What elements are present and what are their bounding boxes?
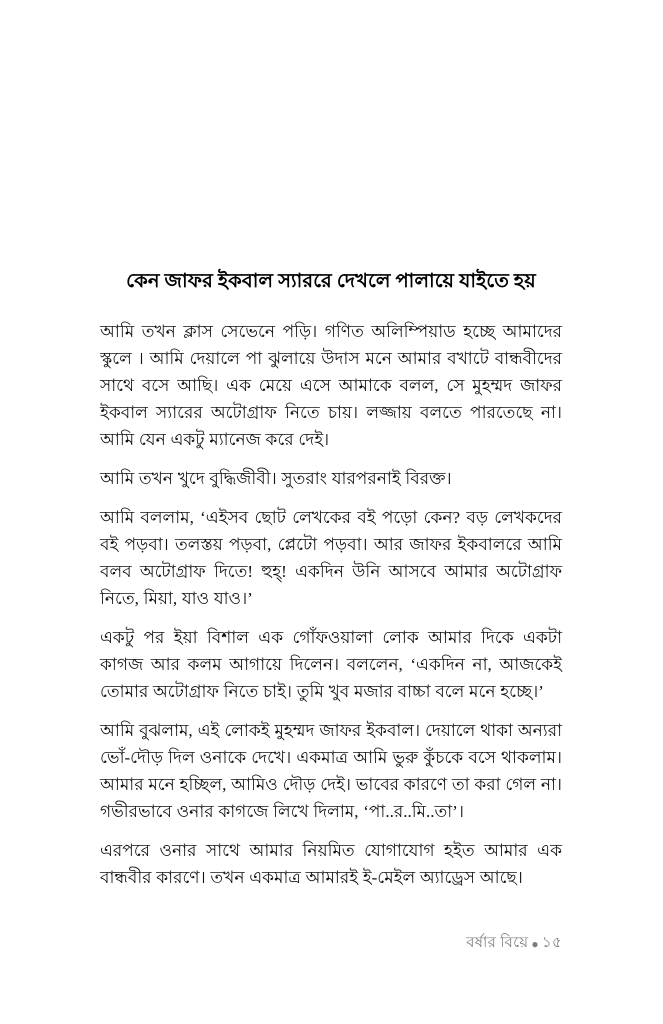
body-paragraph: আমি তখন ক্লাস সেভেনে পড়ি। গণিত অলিম্পিয়াড হচ্ছে আমাদের স্কুলে । আমি দেয়ালে পা ঝুলায়ে উদাস মনে আমার বখাটে বান্ধবীদের সাথে বসে আছি। এক মেয়ে এসে আমাকে বলল, সে মুহম্মদ জাফর ইকবাল স্যারের অটোগ্রাফ নিতে চায়। লজ্জায় বলতে পারতেছে না। আমি যেন একটু ম্যানেজ করে দেই।	[100, 322, 562, 450]
footer-book-title: বর্ষার বিয়ে	[466, 935, 529, 951]
page-footer	[100, 933, 562, 954]
footer-separator-dot: ●	[531, 936, 539, 951]
body-paragraph: একটু পর ইয়া বিশাল এক গোঁফওয়ালা লোক আমার দিকে একটা কাগজ আর কলম আগায়ে দিলেন। বললেন, ‘একদিন না, আজকেই তোমার অটোগ্রাফ নিতে চাই। তুমি খুব মজার বাচ্চা বলে মনে হচ্ছে।’	[100, 628, 562, 702]
body-paragraph: আমি তখন খুদে বুদ্ধিজীবী। সুতরাং যারপরনাই বিরক্ত।	[100, 469, 452, 489]
chapter-title: কেন জাফর ইকবাল স্যাররে দেখলে পালায়ে যাইতে হয়	[126, 271, 536, 292]
page-text-block	[100, 268, 562, 891]
footer-page-number: ১৫	[541, 935, 562, 951]
body-paragraph: আমি বললাম, ‘এইসব ছোট লেখকের বই পড়ো কেন? বড় লেখকদের বই পড়বা। তলস্তয় পড়বা, প্লেটো পড়বা। আর জাফর ইকবালরে আমি বলব অটোগ্রাফ দিতে! হুহ্! একদিন উনি আসবে আমার অটোগ্রাফ নিতে, মিয়া, যাও যাও।’	[100, 508, 562, 609]
body-paragraph: আমি বুঝলাম, এই লোকই মুহম্মদ জাফর ইকবাল। দেয়ালে থাকা অন্যরা ভোঁ-দৌড় দিল ওনাকে দেখে। একমাত্র আমি ভুরু কুঁচকে বসে থাকলাম। আমার মনে হচ্ছিল, আমিও দৌড় দেই। ভাবের কারণে তা করা গেল না। গভীরভাবে ওনার কাগজে লিখে দিলাম, ‘পা..র..মি..তা’।	[100, 721, 562, 822]
body-paragraph: এরপরে ওনার সাথে আমার নিয়মিত যোগাযোগ হইত আমার এক বান্ধবীর কারণে। তখন একমাত্র আমারই ই-মেইল অ্যাড্রেস আছে।	[100, 841, 562, 888]
